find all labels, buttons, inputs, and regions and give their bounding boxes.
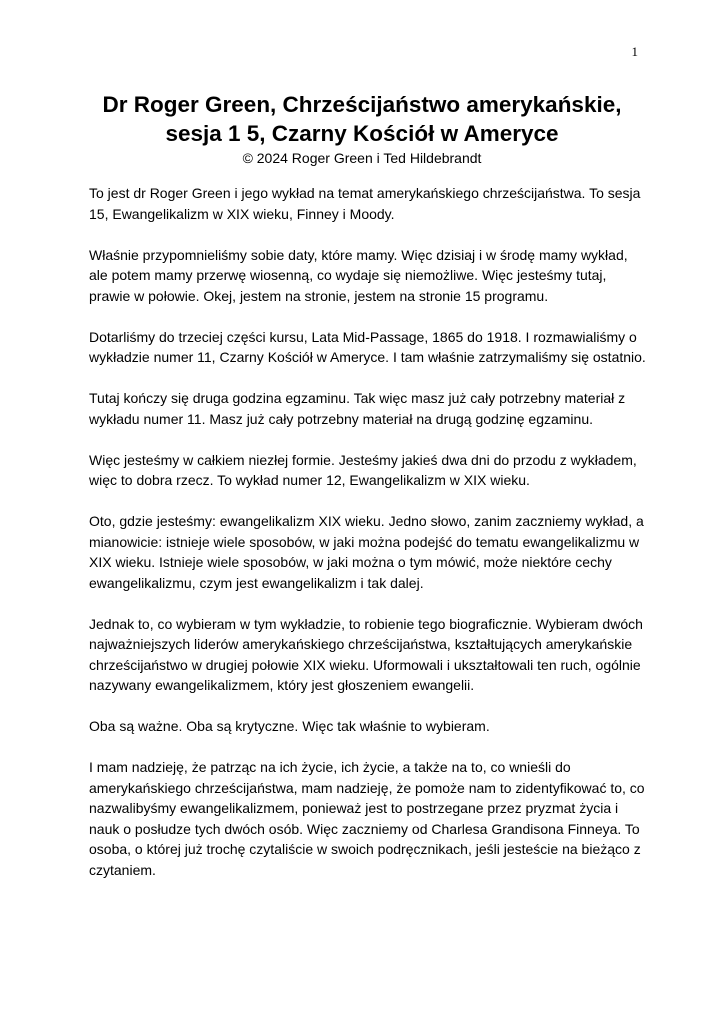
- document-body: [89, 183, 649, 901]
- page-number: 1: [631, 44, 638, 59]
- paragraph: Właśnie przypomnieliśmy sobie daty, które mamy. Więc dzisiaj i w środę mamy wykład, ale potem mamy przerwę wiosenną, co wydaje się niemożliwe. Więc jesteśmy tutaj, prawie w połowie. Okej, jestem na stronie, jestem na stronie 15 programu.: [89, 246, 628, 304]
- title-line-1: Dr Roger Green, Chrześcijaństwo amerykańskie,: [102, 92, 622, 117]
- title-line-2: sesja 1 5, Czarny Kościół w Ameryce: [165, 121, 559, 146]
- document-title: [40, 90, 684, 148]
- paragraph: Więc jesteśmy w całkiem niezłej formie. Jesteśmy jakieś dwa dni do przodu z wykładem, więc to dobra rzecz. To wykład numer 12, Ewangelikalizm w XIX wieku.: [89, 451, 637, 488]
- paragraph: Jednak to, co wybieram w tym wykładzie, to robienie tego biograficznie. Wybieram dwóch najważniejszych liderów amerykańskiego chrześcijaństwa, kształtujących amerykańskie chrześcijaństwo w drugiej połowie XIX wieku. Uformowali i ukształtowali ten ruch, ogólnie nazywany ewangelikalizmem, który jest głoszeniem ewangelii.: [89, 615, 643, 693]
- paragraph: Oto, gdzie jesteśmy: ewangelikalizm XIX wieku. Jedno słowo, zanim zaczniemy wykład, a mianowicie: istnieje wiele sposobów, w jaki można podejść do tematu ewangelikalizmu w XIX wieku. Istnieje wiele sposobów, w jaki można o tym mówić, może niektóre cechy ewangelikalizmu, czym jest ewangelikalizm i tak dalej.: [89, 513, 644, 591]
- paragraph: Oba są ważne. Oba są krytyczne. Więc tak właśnie to wybieram.: [89, 718, 490, 734]
- paragraph: Dotarliśmy do trzeciej części kursu, Lata Mid-Passage, 1865 do 1918. I rozmawialiśmy o wykładzie numer 11, Czarny Kościół w Ameryce. I tam właśnie zatrzymaliśmy się ostatnio.: [89, 328, 646, 365]
- paragraph: Tutaj kończy się druga godzina egzaminu. Tak więc masz już cały potrzebny materiał z wykładu numer 11. Masz już cały potrzebny materiał na drugą godzinę egzaminu.: [89, 390, 626, 427]
- paragraph: I mam nadzieję, że patrząc na ich życie, ich życie, a także na to, co wnieśli do amerykańskiego chrześcijaństwa, mam nadzieję, że pomoże nam to zidentyfikować to, co nazwalibyśmy ewangelikalizmem, ponieważ jest to postrzegane przez pryzmat życia i nauk o posłudze tych dwóch osób. Więc zaczniemy od Charlesa Grandisona Finneya. To osoba, o której już trochę czytaliście w swoich podręcznikach, jeśli jesteście na bieżąco z czytaniem.: [89, 759, 645, 878]
- paragraph: To jest dr Roger Green i jego wykład na temat amerykańskiego chrześcijaństwa. To sesja 15, Ewangelikalizm w XIX wieku, Finney i Moody.: [89, 185, 641, 222]
- copyright-line: © 2024 Roger Green i Ted Hildebrandt: [242, 150, 482, 166]
